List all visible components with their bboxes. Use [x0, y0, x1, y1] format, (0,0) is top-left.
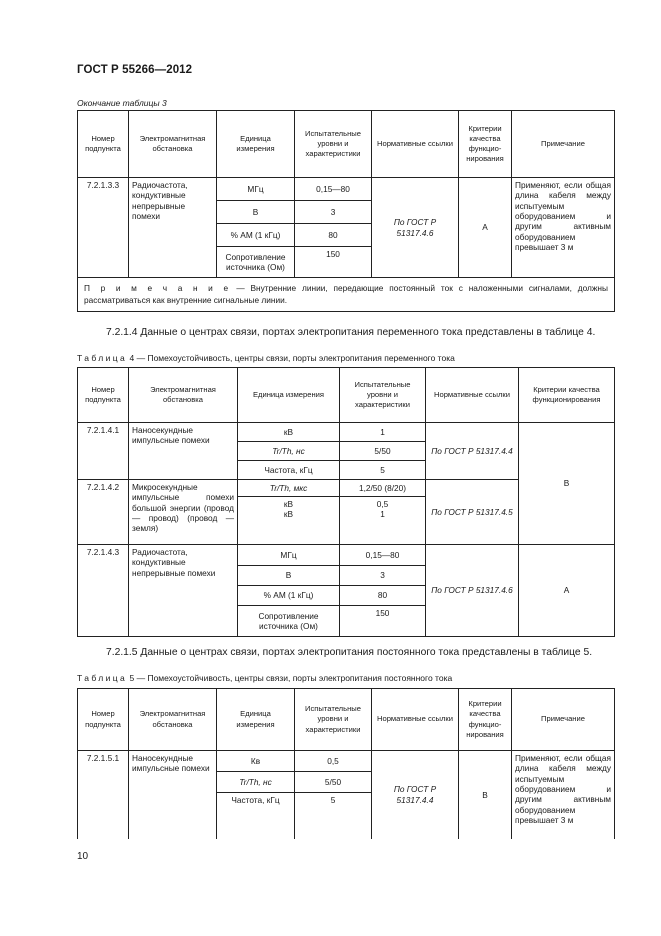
row-note: Применяют, если общая длина кабеля между испытуемым оборудованием и другим активным оборудованием превышает 3 м: [512, 178, 615, 278]
row-criterion: А: [459, 178, 512, 278]
row-environment: Микросекундные импульсные помехи большой энергии (провод — провод) (провод — земля): [129, 480, 238, 545]
table5-header-row: [78, 689, 615, 751]
col-header-env: Электромагнитная обстановка: [129, 689, 217, 751]
unit-cell: Частота, кГц: [217, 793, 295, 839]
table-row: [78, 423, 615, 442]
level-cell: 0,5: [295, 751, 372, 772]
row-criterion: А: [519, 545, 615, 637]
col-header-num: Номер подпункта: [78, 689, 129, 751]
unit-cell: Сопротивление источника (Ом): [217, 247, 295, 278]
level-cell: 150: [340, 606, 426, 637]
unit-cell: Tr/Th, нс: [217, 772, 295, 793]
table4-header-row: [78, 368, 615, 423]
col-header-unit: Единица измерения: [238, 368, 340, 423]
unit-cell-pair: [238, 497, 340, 545]
paragraph-7-2-1-5: 7.2.1.5 Данные о центрах связи, портах электропитания постоянного тока представлены в таблице 5.: [106, 647, 593, 658]
row-number: 7.2.1.4.3: [78, 545, 129, 637]
level-cell: 5/50: [340, 442, 426, 461]
table3-caption: Окончание таблицы 3: [77, 98, 167, 108]
col-header-refs: Нормативные ссылки: [426, 368, 519, 423]
row-reference: По ГОСТ Р 51317.4.6: [426, 545, 519, 637]
col-header-refs: Нормативные ссылки: [372, 689, 459, 751]
row-reference: По ГОСТ Р 51317.4.5: [426, 480, 519, 545]
col-header-unit: Единица измерения: [217, 689, 295, 751]
col-header-env: Электромагнитная обстановка: [129, 368, 238, 423]
unit-line: кВ: [283, 499, 294, 509]
row-environment: Наносекундные импульсные помехи: [129, 423, 238, 480]
col-header-refs: Нормативные ссылки: [372, 111, 459, 178]
level-cell: 3: [295, 201, 372, 224]
col-header-levels: Испытательные уровни и характеристики: [340, 368, 426, 423]
table-5: [77, 688, 615, 839]
row-environment: Наносекундные импульсные помехи: [129, 751, 217, 839]
unit-cell: Tr/Th, нс: [238, 442, 340, 461]
col-header-unit: Единица измерения: [217, 111, 295, 178]
level-cell: 5: [340, 461, 426, 480]
table3-header-row: [78, 111, 615, 178]
unit-cell: В: [217, 201, 295, 224]
table3-footnote-row: [78, 278, 615, 312]
col-header-num: Номер подпункта: [78, 368, 129, 423]
level-line: 0,5: [376, 499, 389, 509]
col-header-criteria: Критерии качества функционирования: [519, 368, 615, 423]
level-cell: 80: [340, 586, 426, 606]
table5-caption: Таблица 5 — Помехоустойчивость, центры связи, порты электропитания постоянного тока: [77, 673, 453, 683]
unit-line: кВ: [283, 509, 294, 520]
row-number: 7.2.1.4.1: [78, 423, 129, 480]
footnote-text: — Внутренние линии, передающие постоянный ток с наложенными сигналами, должны рассматриваться как внутренние сигнальные линии.: [84, 283, 608, 305]
level-line: 1: [380, 509, 385, 520]
unit-cell: В: [238, 566, 340, 586]
col-header-criteria: Критерии качества функцио-нирования: [459, 111, 512, 178]
table3-footnote: [78, 278, 615, 312]
row-criterion: В: [459, 751, 512, 839]
unit-cell: кВ: [238, 423, 340, 442]
table-row: [78, 178, 615, 201]
row-reference: По ГОСТ Р 51317.4.4: [372, 751, 459, 839]
level-cell: 1,2/50 (8/20): [340, 480, 426, 497]
unit-cell: МГц: [217, 178, 295, 201]
table-4: [77, 367, 615, 637]
table-row: [78, 545, 615, 566]
level-cell: 0,15—80: [340, 545, 426, 566]
unit-cell: % АМ (1 кГц): [217, 224, 295, 247]
level-cell-pair: [340, 497, 426, 545]
row-reference: По ГОСТ Р 51317.4.6: [372, 178, 459, 278]
table4-caption: Таблица 4 — Помехоустойчивость, центры связи, порты электропитания переменного тока: [77, 353, 455, 363]
unit-cell: % АМ (1 кГц): [238, 586, 340, 606]
row-number: 7.2.1.5.1: [78, 751, 129, 839]
unit-cell: Частота, кГц: [238, 461, 340, 480]
unit-cell: Tr/Th, мкс: [238, 480, 340, 497]
row-reference: По ГОСТ Р 51317.4.4: [426, 423, 519, 480]
row-note: Применяют, если общая длина кабеля между испытуемым оборудованием и другим активным оборудованием превышает 3 м: [512, 751, 615, 839]
footnote-label: П р и м е ч а н и е: [84, 283, 231, 294]
unit-cell: Кв: [217, 751, 295, 772]
col-header-note: Примечание: [512, 111, 615, 178]
col-header-env: Электромагнитная обстановка: [129, 111, 217, 178]
row-number: 7.2.1.3.3: [78, 178, 129, 278]
col-header-num: Номер подпункта: [78, 111, 129, 178]
paragraph-7-2-1-4: 7.2.1.4 Данные о центрах связи, портах электропитания переменного тока представлены в таблице 4.: [106, 327, 596, 338]
col-header-levels: Испытательные уровни и характеристики: [295, 111, 372, 178]
level-cell: 5: [295, 793, 372, 839]
col-header-note: Примечание: [512, 689, 615, 751]
document-header: ГОСТ Р 55266—2012: [77, 64, 193, 76]
page-number: 10: [77, 851, 89, 862]
row-environment: Радиочастота, кондуктивные непрерывные помехи: [129, 545, 238, 637]
level-cell: 5/50: [295, 772, 372, 793]
level-cell: 150: [295, 247, 372, 278]
unit-cell: МГц: [238, 545, 340, 566]
row-environment: Радиочастота, кондуктивные непрерывные помехи: [129, 178, 217, 278]
table-row: [78, 751, 615, 772]
level-cell: 80: [295, 224, 372, 247]
col-header-levels: Испытательные уровни и характеристики: [295, 689, 372, 751]
row-criterion: В: [519, 423, 615, 545]
row-number: 7.2.1.4.2: [78, 480, 129, 545]
level-cell: 0,15—80: [295, 178, 372, 201]
level-cell: 3: [340, 566, 426, 586]
col-header-criteria: Критерии качества функцио-нирования: [459, 689, 512, 751]
table-3: [77, 110, 615, 312]
unit-cell: Сопротивление источника (Ом): [238, 606, 340, 637]
level-cell: 1: [340, 423, 426, 442]
